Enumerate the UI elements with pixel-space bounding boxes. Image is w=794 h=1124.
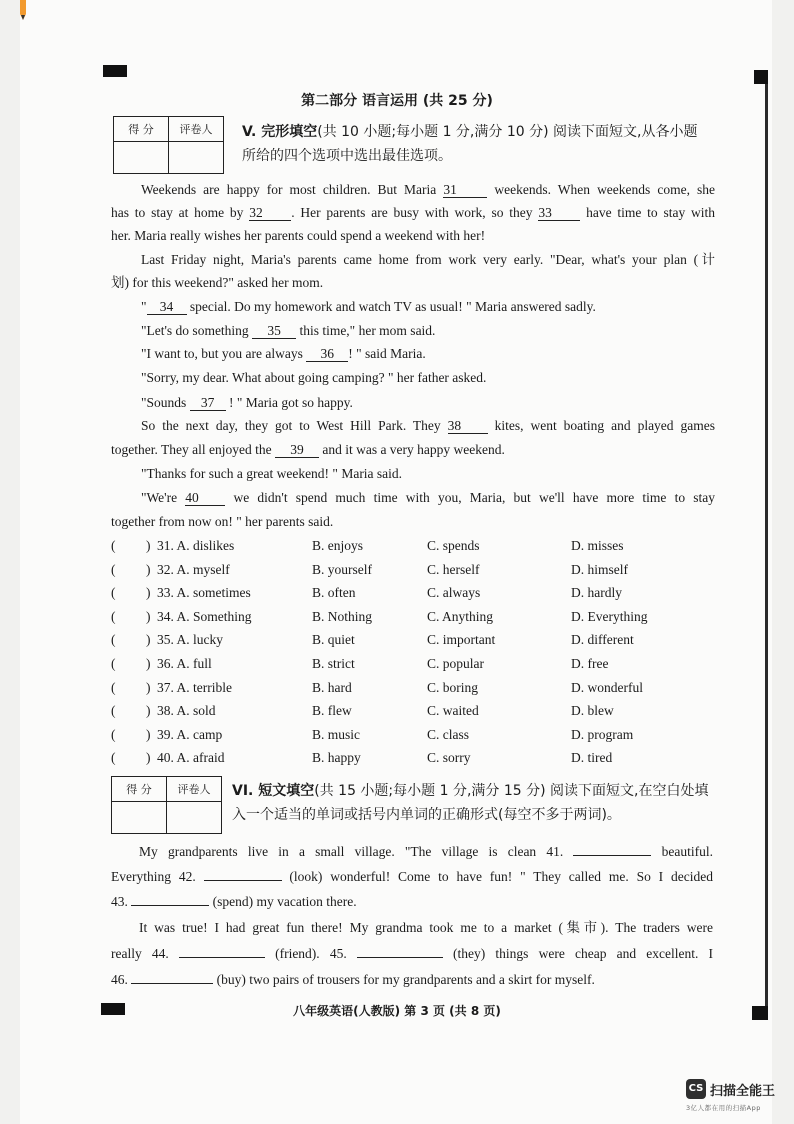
answer-paren-open[interactable]: (: [111, 632, 116, 648]
passage-line-13: "Thanks for such a great weekend! " Maria said.: [141, 466, 403, 481]
option-d: D. tired: [571, 750, 613, 766]
answer-paren-close: ): [146, 726, 151, 742]
answer-paren-close: ): [146, 608, 151, 624]
answer-paren-close: ): [146, 561, 151, 577]
option-b: B. music: [312, 726, 361, 742]
blank-44[interactable]: [179, 957, 265, 958]
answer-paren-open[interactable]: (: [111, 703, 116, 719]
page-footer: 八年级英语(人教版) 第 3 页 (共 8 页): [293, 1004, 501, 1018]
answer-paren-close: ): [146, 538, 151, 553]
score-cell[interactable]: [112, 802, 167, 834]
option-b: B. Nothing: [312, 608, 373, 624]
option-d: D. wonderful: [571, 679, 643, 695]
passage2-line-4: It was true! I had great fun there! My grandma took me to a market (集市). The traders were: [139, 920, 713, 935]
option-b: B. hard: [312, 679, 352, 695]
blank-38[interactable]: 38: [448, 419, 488, 434]
question-row: [0, 561, 794, 581]
passage-line-5: 划) for this weekend?" asked her mom.: [111, 275, 324, 290]
option-c: C. sorry: [427, 750, 471, 766]
option-c: C. waited: [427, 703, 479, 719]
option-b: B. enjoys: [312, 538, 364, 553]
option-c: C. always: [427, 585, 481, 601]
blank-35[interactable]: 35: [252, 324, 296, 339]
blank-45[interactable]: [357, 957, 443, 958]
passage-line-14: "We're 40 we didn't spend much time with you, Maria, but we'll have more time to stay: [141, 490, 716, 505]
option-d: D. different: [571, 632, 634, 648]
passage-line-10: "Sounds 37 ! " Maria got so happy.: [141, 395, 353, 410]
option-a: 39. A. camp: [157, 726, 223, 742]
answer-paren-close: ): [146, 750, 151, 766]
question-row: [0, 631, 794, 651]
question-row: [0, 655, 794, 675]
passage-line-6: " 34 special. Do my homework and watch TV as usual! " Maria answered sadly.: [141, 299, 596, 314]
answer-paren-close: ): [146, 632, 151, 648]
option-c: C. popular: [427, 656, 484, 671]
answer-paren-close: ): [146, 656, 151, 671]
option-c: C. herself: [427, 561, 480, 577]
answer-paren-close: ): [146, 703, 151, 719]
passage-line-8: "I want to, but you are always 36 ! " said Maria.: [141, 346, 426, 361]
option-b: B. quiet: [312, 632, 355, 648]
option-b: B. happy: [312, 750, 361, 766]
answer-paren-close: ): [146, 585, 151, 601]
section-6-instructions: VI. 短文填空(共 15 小题;每小题 1 分,满分 15 分) 阅读下面短文,在空白处填 入一个适当的单词或括号内单词的正确形式(每空不多于两词)。: [232, 783, 709, 823]
option-a: 38. A. sold: [157, 703, 216, 719]
option-d: D. blew: [571, 703, 614, 719]
part-title: 第二部分 语言运用 (共 25 分): [301, 93, 493, 109]
passage-line-1: Weekends are happy for most children. But Maria 31 weekends. When weekends come, she: [141, 182, 715, 197]
passage2-line-1: My grandparents live in a small village. "The village is clean 41. beautiful.: [139, 844, 714, 859]
blank-42[interactable]: [204, 880, 282, 881]
question-row: [0, 584, 794, 604]
option-b: B. strict: [312, 656, 355, 671]
passage-line-4: Last Friday night, Maria's parents came home from work very early. "Dear, what's your plan (计: [141, 252, 715, 267]
grader-header: 评卷人: [169, 117, 224, 142]
option-c: C. class: [427, 726, 469, 742]
option-b: B. yourself: [312, 561, 372, 577]
score-table-section-6: [111, 776, 222, 834]
blank-37[interactable]: 37: [190, 396, 226, 411]
grader-header: 评卷人: [167, 777, 222, 802]
option-a: 35. A. lucky: [157, 632, 223, 648]
answer-paren-close: ): [146, 679, 151, 695]
scanner-tagline: 3亿人都在用的扫描App: [686, 1104, 761, 1112]
option-a: 32. A. myself: [157, 561, 230, 577]
score-table-section-5: [113, 116, 224, 174]
score-header: 得 分: [114, 117, 169, 142]
corner-marker-top-right: [754, 70, 768, 84]
passage-line-15: together from now on! " her parents said.: [111, 514, 334, 529]
option-d: D. misses: [571, 538, 624, 553]
corner-marker-top-left: [103, 65, 127, 77]
option-a: 40. A. afraid: [157, 750, 225, 766]
pencil-icon: [18, 0, 28, 20]
passage-line-2: has to stay at home by 32 . Her parents are busy with work, so they 33 have time to stay with: [111, 205, 716, 220]
score-header: 得 分: [112, 777, 167, 802]
option-d: D. Everything: [571, 608, 648, 624]
option-c: C. boring: [427, 679, 479, 695]
answer-paren-open[interactable]: (: [111, 538, 116, 553]
blank-39[interactable]: 39: [275, 443, 319, 458]
blank-43[interactable]: [131, 905, 209, 906]
answer-paren-open[interactable]: (: [111, 561, 116, 577]
question-row: [0, 702, 794, 722]
passage-line-11: So the next day, they got to West Hill Park. They 38 kites, went boating and played games: [141, 418, 716, 433]
question-row: [0, 726, 794, 746]
blank-34[interactable]: 34: [147, 300, 187, 315]
passage2-line-6: 46. (buy) two pairs of trousers for my grandparents and a skirt for myself.: [111, 972, 595, 987]
passage2-line-3: 43. (spend) my vacation there.: [111, 894, 357, 909]
blank-46[interactable]: [131, 983, 213, 984]
option-a: 33. A. sometimes: [157, 585, 251, 601]
option-a: 31. A. dislikes: [157, 538, 235, 553]
option-a: 34. A. Something: [157, 608, 252, 624]
option-a: 37. A. terrible: [157, 679, 232, 695]
answer-paren-open[interactable]: (: [111, 726, 116, 742]
passage-line-12: together. They all enjoyed the 39 and it was a very happy weekend.: [111, 442, 505, 457]
section-5-instructions: V. 完形填空(共 10 小题;每小题 1 分,满分 10 分) 阅读下面短文,从各小题 所给的四个选项中选出最佳选项。: [242, 124, 698, 164]
blank-41[interactable]: [573, 855, 651, 856]
option-a: 36. A. full: [157, 656, 212, 671]
answer-paren-open[interactable]: (: [111, 585, 116, 601]
option-d: D. program: [571, 726, 634, 742]
question-row: [0, 608, 794, 628]
passage2-line-2: Everything 42. (look) wonderful! Come to have fun! " They called me. So I decided: [111, 869, 713, 884]
passage-line-7: "Let's do something 35 this time," her mom said.: [141, 323, 436, 338]
question-row: [0, 537, 794, 557]
grader-cell[interactable]: [169, 142, 224, 174]
grader-cell[interactable]: [167, 802, 222, 834]
answer-paren-open[interactable]: (: [111, 656, 116, 671]
option-d: D. free: [571, 656, 609, 671]
answer-paren-open[interactable]: (: [111, 679, 116, 695]
option-c: C. important: [427, 632, 496, 648]
scanner-app-name: 扫描全能王: [710, 1084, 776, 1099]
camscanner-logo-icon: CS: [686, 1079, 706, 1099]
passage2-line-5: really 44. (friend). 45. (they) things were cheap and excellent. I: [111, 946, 713, 961]
blank-32[interactable]: 32: [249, 206, 291, 221]
option-b: B. often: [312, 585, 356, 601]
blank-31[interactable]: 31: [443, 183, 487, 198]
option-b: B. flew: [312, 703, 352, 719]
score-cell[interactable]: [114, 142, 169, 174]
passage-line-9: "Sorry, my dear. What about going camping? " her father asked.: [141, 370, 487, 385]
option-c: C. Anything: [427, 608, 494, 624]
answer-paren-open[interactable]: (: [111, 608, 116, 624]
section-5-heading: V. 完形填空: [242, 124, 318, 140]
answer-paren-open[interactable]: (: [111, 750, 116, 766]
question-row: [0, 679, 794, 699]
section-6-heading: VI. 短文填空: [232, 783, 315, 799]
option-d: D. himself: [571, 561, 628, 577]
blank-36[interactable]: 36: [306, 347, 348, 362]
blank-40[interactable]: 40: [185, 491, 225, 506]
question-row: [0, 749, 794, 769]
option-c: C. spends: [427, 538, 480, 553]
blank-33[interactable]: 33: [538, 206, 580, 221]
passage-line-3: her. Maria really wishes her parents could spend a weekend with her!: [111, 228, 486, 243]
option-d: D. hardly: [571, 585, 622, 601]
